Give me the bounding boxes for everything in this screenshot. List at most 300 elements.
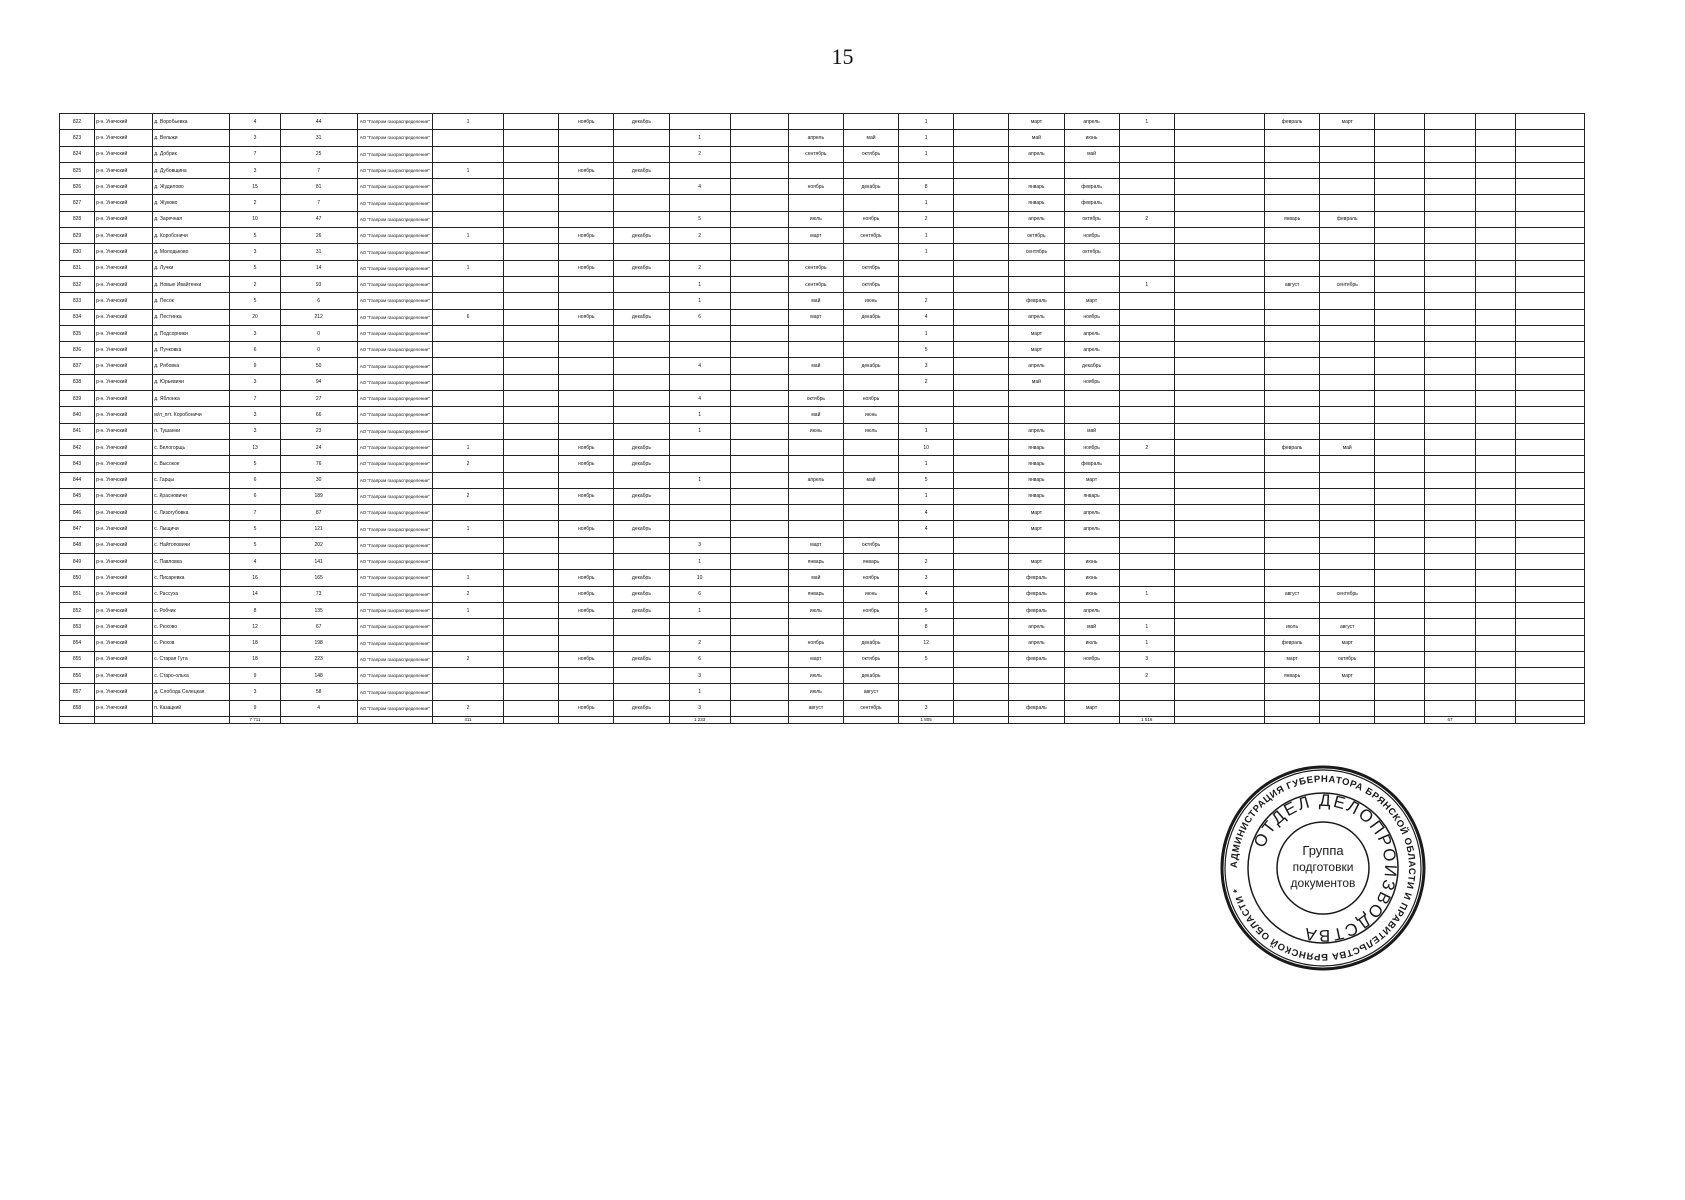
cell-c15: 4 — [899, 521, 954, 537]
cell-empty — [1375, 114, 1425, 130]
cell-c21: август — [1265, 586, 1320, 602]
cell-c9: ноябрь — [559, 586, 614, 602]
cell-c24 — [1425, 179, 1475, 195]
cell-c11 — [669, 342, 730, 358]
cell-empty — [730, 146, 788, 162]
cell-c21: январь — [1265, 668, 1320, 684]
cell-empty — [1515, 488, 1584, 504]
cell-c11: 1 — [669, 423, 730, 439]
cell-c22 — [1320, 472, 1375, 488]
cell-organization: АО "Газпром газораспределение" — [357, 309, 432, 325]
cell-empty — [1174, 668, 1264, 684]
cell-empty — [504, 146, 559, 162]
cell-c13: январь — [788, 586, 843, 602]
cell-c11 — [669, 114, 730, 130]
cell-c10 — [614, 244, 669, 260]
table-row — [60, 146, 1585, 162]
cell-district: р-н. Унечский — [95, 228, 153, 244]
total-c15: 1 805 — [899, 716, 954, 723]
cell-empty — [504, 130, 559, 146]
cell-organization: АО "Газпром газораспределение" — [357, 423, 432, 439]
cell-empty — [730, 668, 788, 684]
cell-place: д. Пучковка — [153, 342, 230, 358]
cell-c7: 1 — [432, 521, 503, 537]
cell-c15: 1 — [899, 146, 954, 162]
cell-place: д. Рябовка — [153, 358, 230, 374]
cell-empty — [1515, 619, 1584, 635]
cell-c24 — [1425, 651, 1475, 667]
cell-c7 — [432, 325, 503, 341]
cell-empty — [954, 423, 1009, 439]
cell-c24 — [1425, 570, 1475, 586]
cell-empty — [730, 374, 788, 390]
cell-c10 — [614, 325, 669, 341]
cell-c5: 94 — [280, 374, 357, 390]
cell-n: 845 — [60, 488, 95, 504]
cell-c15: 1 — [899, 488, 954, 504]
cell-c14: сентябрь — [843, 700, 898, 716]
cell-empty — [730, 195, 788, 211]
cell-empty — [1475, 554, 1515, 570]
cell-empty — [1515, 358, 1584, 374]
cell-empty — [1475, 325, 1515, 341]
cell-organization: АО "Газпром газораспределение" — [357, 325, 432, 341]
cell-c10: декабрь — [614, 570, 669, 586]
totals-row — [60, 716, 1585, 723]
cell-empty — [504, 635, 559, 651]
table-row — [60, 439, 1585, 455]
cell-c24 — [1425, 407, 1475, 423]
cell-c21 — [1265, 244, 1320, 260]
cell-c13: сентябрь — [788, 276, 843, 292]
cell-c9 — [559, 423, 614, 439]
cell-district: р-н. Унечский — [95, 114, 153, 130]
cell-c19 — [1119, 456, 1174, 472]
table-row — [60, 619, 1585, 635]
cell-empty — [1515, 325, 1584, 341]
cell-empty — [1265, 716, 1320, 723]
cell-c5: 58 — [280, 684, 357, 700]
cell-c22: март — [1320, 668, 1375, 684]
cell-c22 — [1320, 260, 1375, 276]
cell-empty — [954, 456, 1009, 472]
cell-c24 — [1425, 472, 1475, 488]
cell-n: 848 — [60, 537, 95, 553]
cell-district: р-н. Унечский — [95, 684, 153, 700]
cell-c9 — [559, 195, 614, 211]
cell-empty — [954, 651, 1009, 667]
cell-c15: 10 — [899, 439, 954, 455]
cell-empty — [1515, 586, 1584, 602]
cell-empty — [730, 260, 788, 276]
cell-c19 — [1119, 521, 1174, 537]
cell-c5: 223 — [280, 651, 357, 667]
cell-c15: 2 — [899, 554, 954, 570]
cell-c21 — [1265, 472, 1320, 488]
cell-empty — [730, 586, 788, 602]
cell-empty — [1475, 635, 1515, 651]
cell-c7 — [432, 374, 503, 390]
cell-empty — [1174, 260, 1264, 276]
cell-c17: апрель — [1009, 309, 1064, 325]
cell-c13 — [788, 374, 843, 390]
cell-n: 856 — [60, 668, 95, 684]
cell-empty — [504, 260, 559, 276]
cell-c14: май — [843, 130, 898, 146]
cell-c14 — [843, 325, 898, 341]
cell-empty — [1174, 619, 1264, 635]
cell-c11: 3 — [669, 537, 730, 553]
cell-c18: декабрь — [1064, 358, 1119, 374]
cell-district: р-н. Унечский — [95, 162, 153, 178]
cell-empty — [1515, 228, 1584, 244]
cell-empty — [1515, 439, 1584, 455]
cell-place: с. Лизогубовка — [153, 505, 230, 521]
cell-empty — [504, 358, 559, 374]
cell-c14: декабрь — [843, 668, 898, 684]
table-row — [60, 472, 1585, 488]
cell-c13 — [788, 162, 843, 178]
cell-empty — [843, 716, 898, 723]
cell-empty — [504, 423, 559, 439]
cell-empty — [1375, 195, 1425, 211]
cell-c21 — [1265, 130, 1320, 146]
cell-place: с. Павловка — [153, 554, 230, 570]
cell-c11: 3 — [669, 700, 730, 716]
table-row — [60, 195, 1585, 211]
cell-empty — [954, 358, 1009, 374]
cell-c14: октябрь — [843, 146, 898, 162]
cell-c10: декабрь — [614, 439, 669, 455]
cell-n: 835 — [60, 325, 95, 341]
cell-empty — [1174, 407, 1264, 423]
cell-empty — [1174, 391, 1264, 407]
cell-c17: январь — [1009, 179, 1064, 195]
cell-empty — [730, 651, 788, 667]
cell-c18 — [1064, 391, 1119, 407]
table-row — [60, 391, 1585, 407]
cell-place: д. Дубовщина — [153, 162, 230, 178]
cell-empty — [1475, 195, 1515, 211]
cell-c22 — [1320, 244, 1375, 260]
cell-c18 — [1064, 668, 1119, 684]
cell-c14: сентябрь — [843, 228, 898, 244]
cell-c14 — [843, 342, 898, 358]
cell-empty — [954, 146, 1009, 162]
cell-empty — [1475, 358, 1515, 374]
cell-c10 — [614, 472, 669, 488]
cell-c17: март — [1009, 505, 1064, 521]
cell-c14: июнь — [843, 586, 898, 602]
cell-c10 — [614, 505, 669, 521]
cell-empty — [1174, 342, 1264, 358]
table-row — [60, 570, 1585, 586]
cell-district: р-н. Унечский — [95, 668, 153, 684]
cell-organization: АО "Газпром газораспределение" — [357, 537, 432, 553]
cell-c7: 1 — [432, 439, 503, 455]
cell-c11: 1 — [669, 130, 730, 146]
cell-c7 — [432, 505, 503, 521]
cell-district: р-н. Унечский — [95, 472, 153, 488]
cell-empty — [1515, 244, 1584, 260]
total-c7: 411 — [432, 716, 503, 723]
cell-n: 825 — [60, 162, 95, 178]
cell-c5: 31 — [280, 244, 357, 260]
cell-c21 — [1265, 602, 1320, 618]
cell-c22: февраль — [1320, 211, 1375, 227]
cell-c11: 2 — [669, 146, 730, 162]
cell-empty — [954, 716, 1009, 723]
cell-c10 — [614, 342, 669, 358]
cell-c19 — [1119, 374, 1174, 390]
cell-c4: 6 — [230, 488, 280, 504]
cell-n: 854 — [60, 635, 95, 651]
table-row — [60, 293, 1585, 309]
cell-empty — [504, 407, 559, 423]
cell-empty — [1174, 374, 1264, 390]
cell-c4: 2 — [230, 276, 280, 292]
cell-c24 — [1425, 374, 1475, 390]
cell-c7: 1 — [432, 114, 503, 130]
cell-c11: 2 — [669, 635, 730, 651]
cell-empty — [788, 716, 843, 723]
cell-c24 — [1425, 602, 1475, 618]
cell-organization: АО "Газпром газораспределение" — [357, 651, 432, 667]
cell-empty — [504, 570, 559, 586]
cell-c5: 4 — [280, 700, 357, 716]
cell-empty — [1174, 505, 1264, 521]
cell-empty — [1375, 570, 1425, 586]
cell-c4: 3 — [230, 684, 280, 700]
cell-c19 — [1119, 537, 1174, 553]
cell-empty — [1475, 342, 1515, 358]
cell-c5: 30 — [280, 472, 357, 488]
cell-empty — [730, 228, 788, 244]
cell-c21: февраль — [1265, 635, 1320, 651]
table-row — [60, 684, 1585, 700]
cell-n: 846 — [60, 505, 95, 521]
cell-c24 — [1425, 521, 1475, 537]
cell-c17 — [1009, 260, 1064, 276]
cell-c5: 212 — [280, 309, 357, 325]
cell-c9 — [559, 276, 614, 292]
cell-empty — [1375, 456, 1425, 472]
cell-c22 — [1320, 228, 1375, 244]
cell-c17: март — [1009, 521, 1064, 537]
cell-c11: 1 — [669, 684, 730, 700]
cell-c19 — [1119, 342, 1174, 358]
cell-c17: апрель — [1009, 619, 1064, 635]
cell-place: с. Красновичи — [153, 488, 230, 504]
cell-c5: 135 — [280, 602, 357, 618]
cell-c4: 3 — [230, 130, 280, 146]
cell-district: р-н. Унечский — [95, 179, 153, 195]
cell-c14: октябрь — [843, 276, 898, 292]
cell-c4: 20 — [230, 309, 280, 325]
table-row — [60, 651, 1585, 667]
cell-district: р-н. Унечский — [95, 374, 153, 390]
cell-c5: 6 — [280, 293, 357, 309]
stamp-center-line-2: подготовки — [1292, 860, 1354, 874]
cell-c7 — [432, 195, 503, 211]
cell-place: с. Рюхов — [153, 635, 230, 651]
cell-organization: АО "Газпром газораспределение" — [357, 684, 432, 700]
cell-c15 — [899, 260, 954, 276]
cell-c4: 15 — [230, 179, 280, 195]
cell-empty — [1320, 716, 1375, 723]
cell-c22 — [1320, 684, 1375, 700]
cell-c10 — [614, 554, 669, 570]
cell-empty — [1174, 716, 1264, 723]
cell-empty — [1174, 244, 1264, 260]
cell-place: д. Воробьевка — [153, 114, 230, 130]
cell-place: д. Жудилово — [153, 179, 230, 195]
cell-district: р-н. Унечский — [95, 211, 153, 227]
cell-empty — [504, 374, 559, 390]
table-row — [60, 114, 1585, 130]
cell-organization: АО "Газпром газораспределение" — [357, 488, 432, 504]
cell-c15: 1 — [899, 195, 954, 211]
cell-c10: декабрь — [614, 488, 669, 504]
cell-empty — [1475, 668, 1515, 684]
cell-empty — [730, 619, 788, 635]
cell-empty — [504, 554, 559, 570]
cell-c22: март — [1320, 114, 1375, 130]
cell-empty — [1475, 619, 1515, 635]
cell-c11 — [669, 195, 730, 211]
cell-empty — [1475, 700, 1515, 716]
cell-empty — [1515, 668, 1584, 684]
cell-organization: АО "Газпром газораспределение" — [357, 179, 432, 195]
cell-empty — [1515, 211, 1584, 227]
cell-empty — [1174, 488, 1264, 504]
cell-organization: АО "Газпром газораспределение" — [357, 521, 432, 537]
cell-c9: ноябрь — [559, 570, 614, 586]
cell-empty — [954, 505, 1009, 521]
cell-empty — [730, 130, 788, 146]
cell-empty — [1515, 162, 1584, 178]
cell-c7: 2 — [432, 488, 503, 504]
cell-empty — [1515, 114, 1584, 130]
cell-empty — [1475, 505, 1515, 521]
cell-empty — [504, 325, 559, 341]
cell-c10 — [614, 537, 669, 553]
cell-empty — [954, 228, 1009, 244]
cell-c4: 4 — [230, 114, 280, 130]
cell-c9: ноябрь — [559, 260, 614, 276]
cell-c19 — [1119, 358, 1174, 374]
cell-c4: 12 — [230, 619, 280, 635]
cell-c17: январь — [1009, 472, 1064, 488]
cell-c15: 12 — [899, 635, 954, 651]
cell-empty — [730, 554, 788, 570]
cell-n: 838 — [60, 374, 95, 390]
cell-c9: ноябрь — [559, 309, 614, 325]
cell-empty — [1009, 716, 1064, 723]
cell-c19 — [1119, 228, 1174, 244]
cell-c19: 2 — [1119, 439, 1174, 455]
cell-empty — [1515, 716, 1584, 723]
cell-c22 — [1320, 130, 1375, 146]
cell-c21 — [1265, 162, 1320, 178]
cell-n: 833 — [60, 293, 95, 309]
cell-c13: ноябрь — [788, 179, 843, 195]
cell-empty — [1475, 423, 1515, 439]
cell-empty — [1375, 635, 1425, 651]
cell-empty — [954, 276, 1009, 292]
cell-c18: февраль — [1064, 456, 1119, 472]
table-row — [60, 700, 1585, 716]
cell-c17: февраль — [1009, 570, 1064, 586]
cell-c19 — [1119, 700, 1174, 716]
cell-c4: 5 — [230, 260, 280, 276]
cell-empty — [1515, 309, 1584, 325]
cell-empty — [730, 521, 788, 537]
cell-c4: 5 — [230, 456, 280, 472]
cell-place: д. Вельжи — [153, 130, 230, 146]
cell-c18: апрель — [1064, 114, 1119, 130]
cell-empty — [1375, 276, 1425, 292]
cell-place: д. Молодьково — [153, 244, 230, 260]
cell-c10: декабрь — [614, 700, 669, 716]
cell-empty — [614, 716, 669, 723]
cell-empty — [1515, 684, 1584, 700]
cell-empty — [730, 407, 788, 423]
cell-c5: 76 — [280, 456, 357, 472]
cell-empty — [1515, 456, 1584, 472]
cell-c13: июль — [788, 684, 843, 700]
cell-c14 — [843, 505, 898, 521]
cell-c11 — [669, 325, 730, 341]
cell-c9 — [559, 342, 614, 358]
cell-c21 — [1265, 456, 1320, 472]
cell-c17: март — [1009, 554, 1064, 570]
cell-c4: 2 — [230, 195, 280, 211]
cell-c13: сентябрь — [788, 146, 843, 162]
cell-c19: 1 — [1119, 635, 1174, 651]
cell-c11: 6 — [669, 586, 730, 602]
cell-c13: май — [788, 293, 843, 309]
cell-c13 — [788, 342, 843, 358]
cell-c9 — [559, 668, 614, 684]
cell-c19 — [1119, 488, 1174, 504]
cell-place: д. Слобода Селецкая — [153, 684, 230, 700]
cell-n: 834 — [60, 309, 95, 325]
cell-c10 — [614, 130, 669, 146]
cell-c22: сентябрь — [1320, 586, 1375, 602]
cell-empty — [1174, 325, 1264, 341]
cell-c10: декабрь — [614, 260, 669, 276]
cell-district: р-н. Унечский — [95, 130, 153, 146]
cell-c24 — [1425, 293, 1475, 309]
cell-empty — [1174, 684, 1264, 700]
cell-c9: ноябрь — [559, 521, 614, 537]
cell-place: д. Добрик — [153, 146, 230, 162]
cell-empty — [60, 716, 95, 723]
cell-c21 — [1265, 537, 1320, 553]
cell-empty — [1174, 162, 1264, 178]
table-row — [60, 668, 1585, 684]
cell-c13: июль — [788, 211, 843, 227]
cell-c9 — [559, 684, 614, 700]
cell-c18 — [1064, 684, 1119, 700]
cell-empty — [1174, 293, 1264, 309]
table-row — [60, 505, 1585, 521]
cell-c10: декабрь — [614, 586, 669, 602]
cell-c18 — [1064, 162, 1119, 178]
cell-empty — [1375, 423, 1425, 439]
cell-c21 — [1265, 374, 1320, 390]
